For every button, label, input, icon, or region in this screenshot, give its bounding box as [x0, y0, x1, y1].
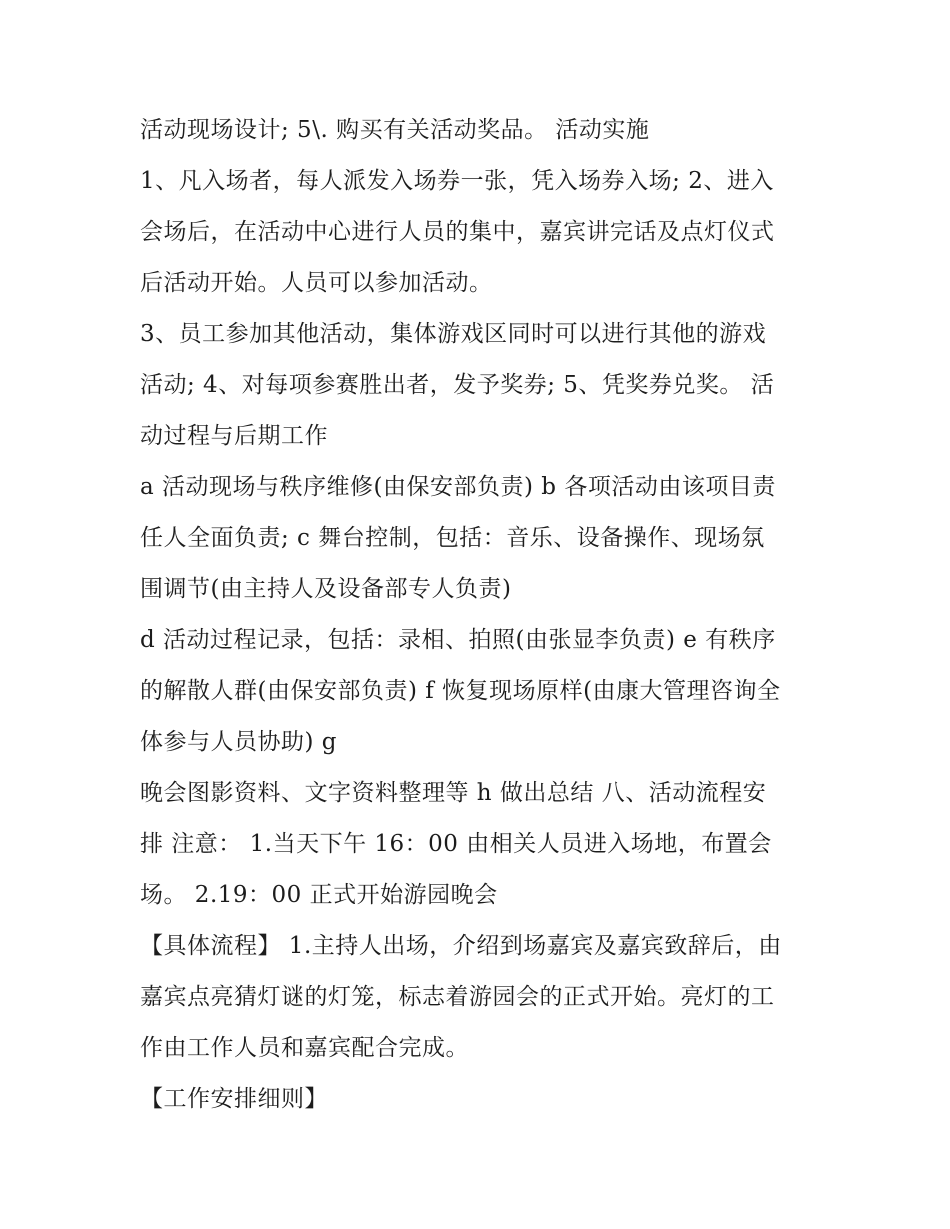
- text-line-7: 动过程与后期工作: [140, 423, 328, 449]
- document-body: [140, 108, 830, 1128]
- text-line-9: 任人全面负责; c 舞台控制，包括：音乐、设备操作、现场氛: [140, 525, 765, 551]
- text-line-1: 活动现场设计; 5\. 购买有关活动奖品。 活动实施: [140, 117, 650, 143]
- text-line-18: 嘉宾点亮猜灯谜的灯笼，标志着游园会的正式开始。亮灯的工: [140, 984, 775, 1010]
- text-line-10: 围调节(由主持人及设备部专人负责): [140, 576, 512, 602]
- text-line-17: 【具体流程】 1.主持人出场，介绍到场嘉宾及嘉宾致辞后，由: [140, 933, 782, 959]
- text-line-19: 作由工作人员和嘉宾配合完成。: [140, 1035, 469, 1061]
- text-line-8: a 活动现场与秩序维修(由保安部负责) b 各项活动由该项目责: [140, 474, 776, 500]
- text-line-4: 后活动开始。人员可以参加活动。: [140, 270, 493, 296]
- text-line-12: 的解散人群(由保安部负责) f 恢复现场原样(由康大管理咨询全: [140, 678, 781, 704]
- text-line-16: 场。 2.19：00 正式开始游园晚会: [140, 882, 498, 908]
- text-line-13: 体参与人员协助) g: [140, 729, 338, 755]
- text-line-3: 会场后，在活动中心进行人员的集中，嘉宾讲完话及点灯仪式: [140, 219, 775, 245]
- text-line-20: 【工作安排细则】: [140, 1086, 328, 1112]
- text-line-14: 晚会图影资料、文字资料整理等 h 做出总结 八、活动流程安: [140, 780, 767, 806]
- text-line-2: 1、凡入场者，每人派发入场券一张，凭入场券入场; 2、进入: [140, 168, 774, 194]
- text-line-15: 排 注意： 1.当天下午 16：00 由相关人员进入场地，布置会: [140, 831, 772, 857]
- text-line-5: 3、员工参加其他活动，集体游戏区同时可以进行其他的游戏: [140, 321, 767, 347]
- text-line-11: d 活动过程记录，包括：录相、拍照(由张显李负责) e 有秩序: [140, 627, 776, 653]
- text-line-6: 活动; 4、对每项参赛胜出者，发予奖券; 5、凭奖券兑奖。 活: [140, 372, 775, 398]
